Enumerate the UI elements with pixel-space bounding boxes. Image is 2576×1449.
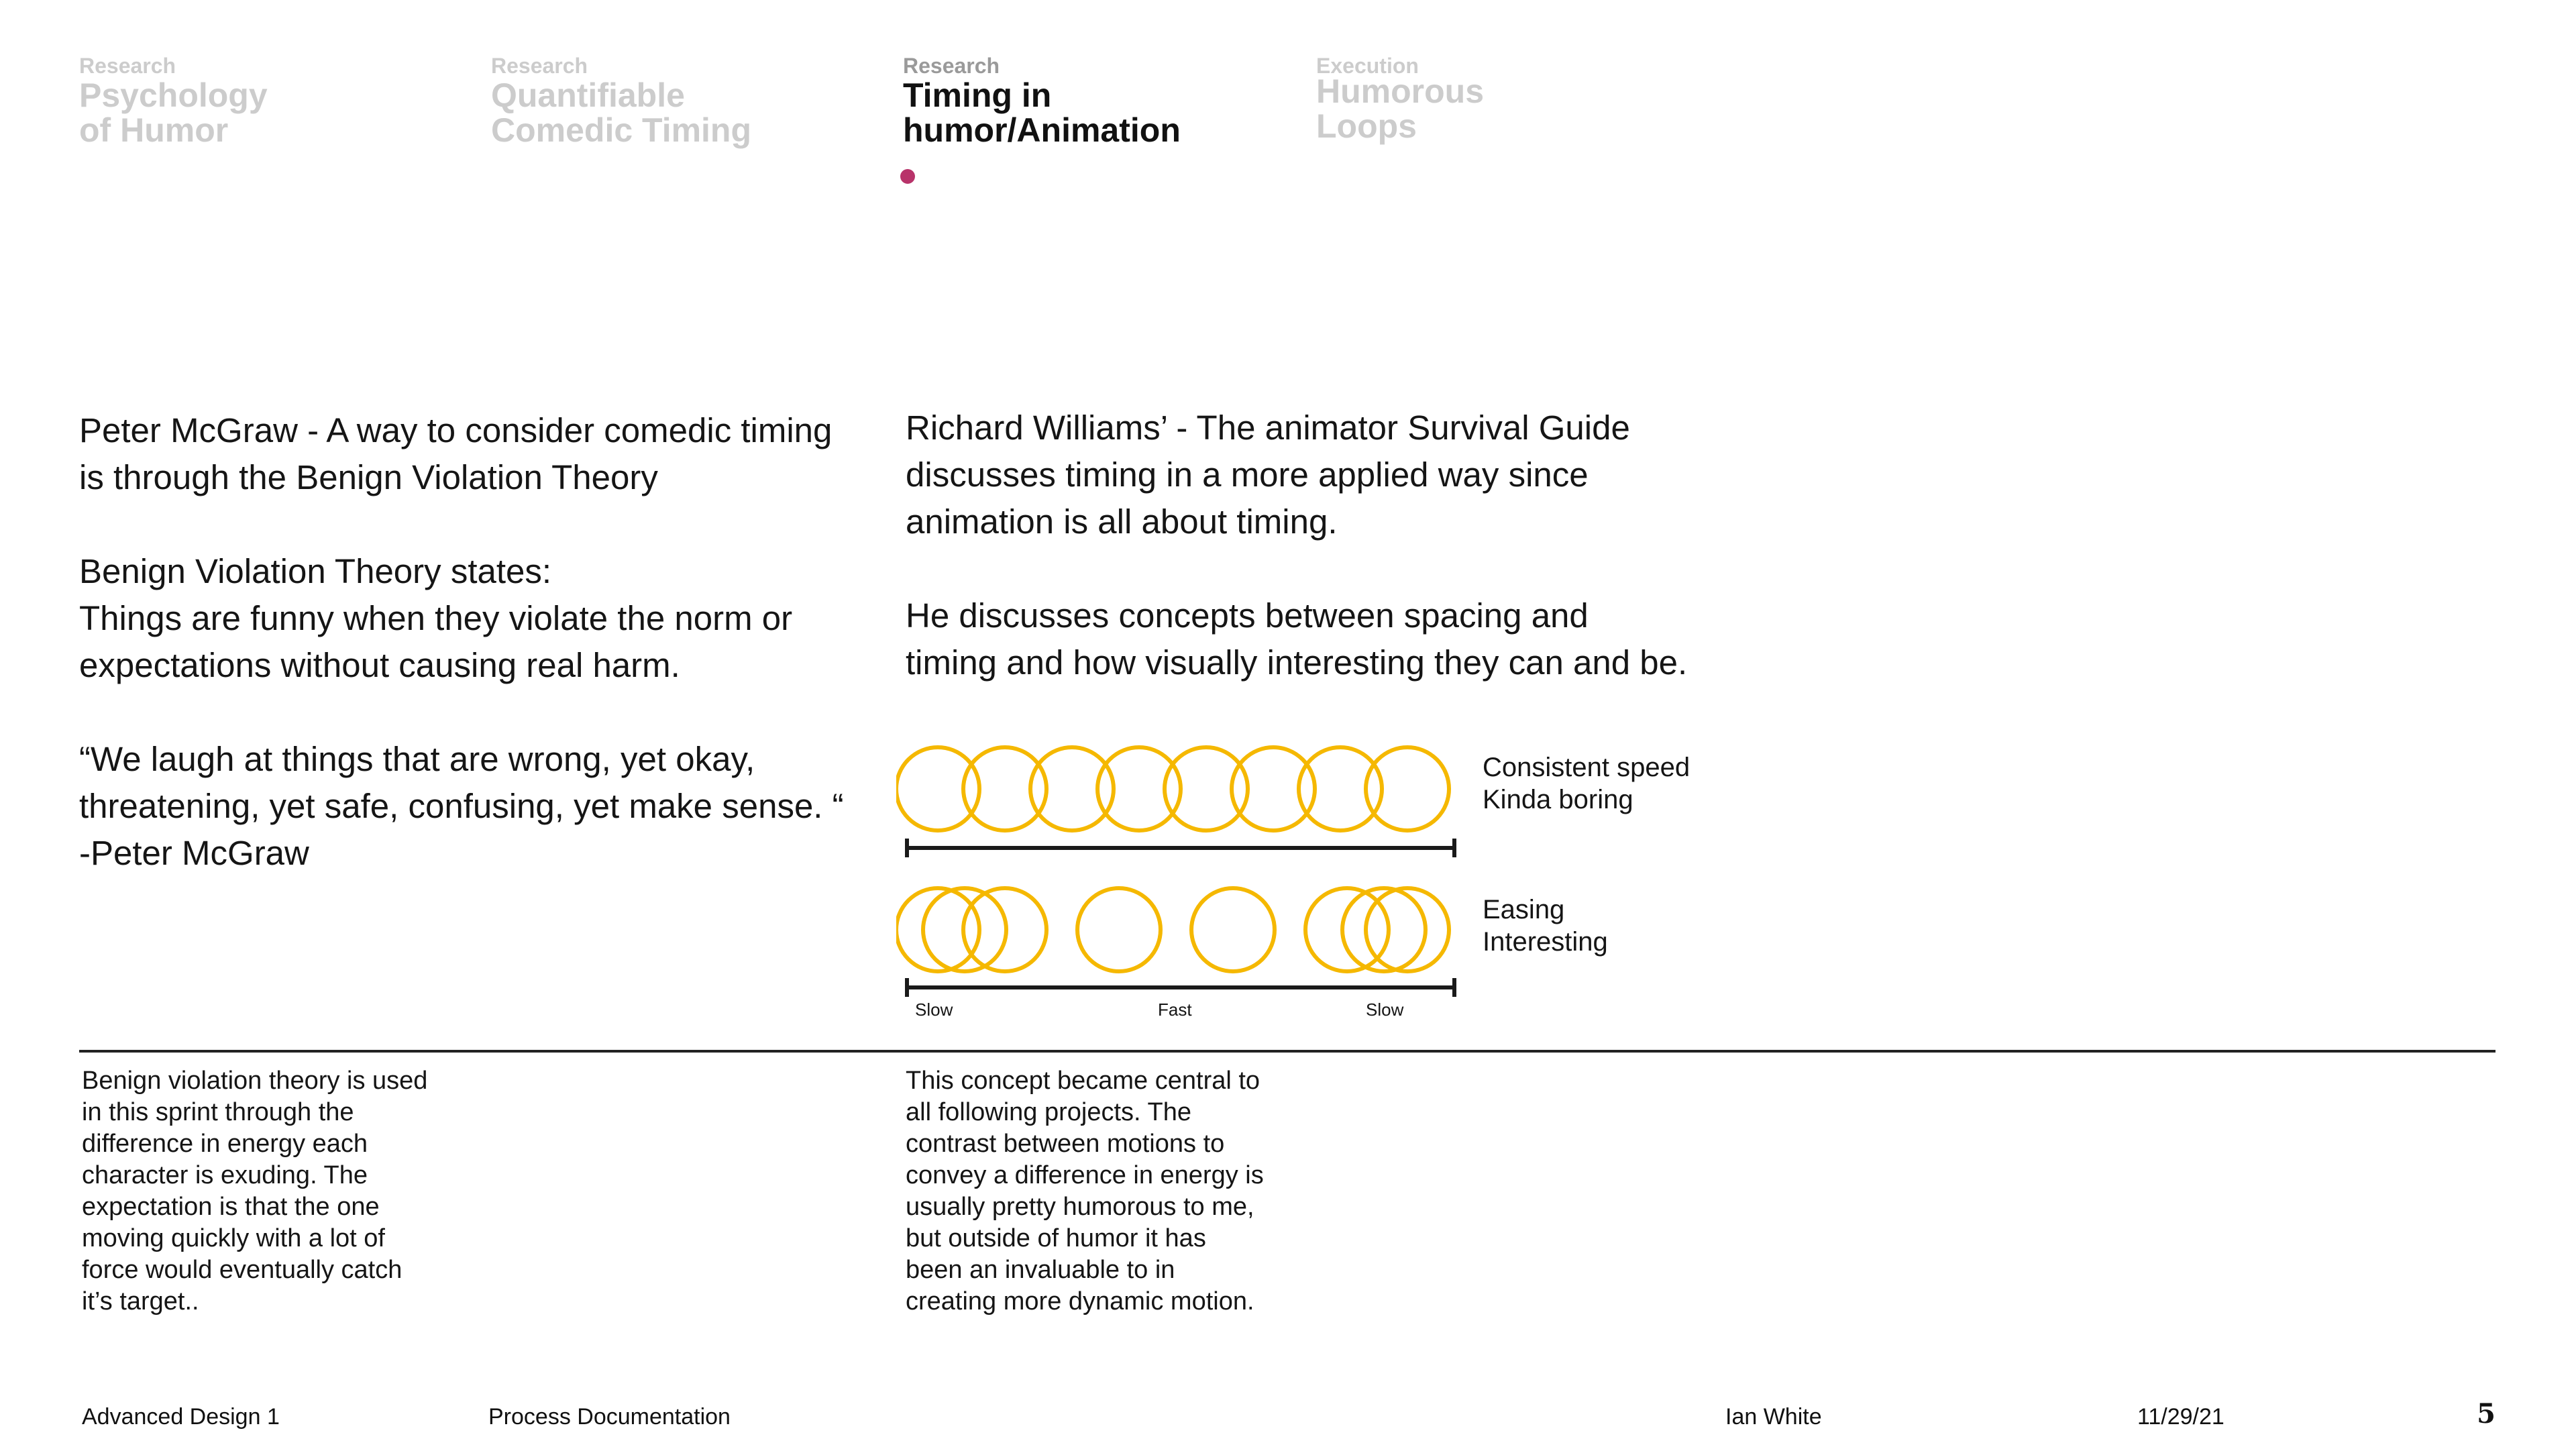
motion-frame-circle bbox=[1342, 888, 1426, 971]
quote-line: “We laugh at things that are wrong, yet okay, bbox=[79, 740, 755, 778]
right-column-text bbox=[906, 405, 1778, 686]
motion-frame-circle bbox=[1366, 888, 1449, 971]
nav-title: Quantifiable Comedic Timing bbox=[491, 76, 752, 149]
axis-label-fast: Fast bbox=[1158, 1000, 1192, 1020]
motion-frame-circle bbox=[1097, 747, 1181, 830]
nav-category: Research bbox=[491, 54, 588, 78]
nav-title: Psychology of Humor bbox=[79, 76, 268, 149]
easing-label bbox=[1483, 894, 1608, 958]
motion-frame-circle bbox=[896, 747, 979, 830]
axis-label-slow-start: Slow bbox=[915, 1000, 953, 1020]
nav-title: Timing in humor/Animation bbox=[903, 76, 1181, 149]
nav-category: Execution bbox=[1316, 54, 1419, 78]
footer-course: Advanced Design 1 bbox=[82, 1404, 280, 1430]
motion-frame-circle bbox=[1077, 888, 1161, 971]
concept-line: He discusses concepts between spacing and bbox=[906, 596, 1589, 635]
intro-line: Peter McGraw - A way to consider comedic timing bbox=[79, 411, 833, 449]
theory-heading: Benign Violation Theory states: bbox=[79, 552, 552, 590]
right-note: This concept became central to all following projects. The contrast between motions to convey a difference in energy is usually pretty humorous to me, but outside of humor it has been an invaluable to in creating more dynamic motion. bbox=[906, 1067, 1264, 1316]
page-number: 5 bbox=[2477, 1398, 2496, 1430]
quote-line: threatening, yet safe, confusing, yet make sense. “ bbox=[79, 787, 844, 825]
nav-category: Research bbox=[903, 54, 1000, 78]
nav-item-timing-in-humor-animation[interactable] bbox=[903, 54, 1181, 148]
intro-line: animation is all about timing. bbox=[906, 502, 1338, 541]
consistent-speed-label bbox=[1483, 751, 1690, 816]
consistent-speed-row bbox=[896, 747, 1449, 830]
spacing-timing-diagram bbox=[896, 735, 1513, 1030]
theory-line: Things are funny when they violate the norm or bbox=[79, 599, 793, 637]
intro-line: is through the Benign Violation Theory bbox=[79, 458, 658, 496]
axis-label-slow-end: Slow bbox=[1366, 1000, 1404, 1020]
motion-frame-circle bbox=[1366, 747, 1449, 830]
active-section-indicator bbox=[900, 169, 915, 184]
nav-title: Humorous Loops bbox=[1316, 72, 1484, 145]
section-divider bbox=[79, 1050, 2496, 1053]
footer-doc-type: Process Documentation bbox=[488, 1404, 731, 1430]
theory-line: expectations without causing real harm. bbox=[79, 646, 680, 684]
left-note: Benign violation theory is used in this sprint through the difference in energy each character is exuding. The expectation is that the one moving quickly with a lot of force would eventually catch it’s target.. bbox=[82, 1067, 428, 1316]
left-column-text bbox=[79, 407, 911, 877]
nav-item-humorous-loops[interactable] bbox=[1316, 54, 1484, 144]
label-line: Interesting bbox=[1483, 927, 1608, 957]
nav-category: Research bbox=[79, 54, 176, 78]
motion-frame-circle bbox=[1165, 747, 1248, 830]
easing-row bbox=[896, 888, 1449, 971]
motion-frame-circle bbox=[963, 747, 1046, 830]
motion-frame-circle bbox=[1232, 747, 1315, 830]
quote-attribution: -Peter McGraw bbox=[79, 834, 309, 872]
nav-item-quantifiable-comedic-timing[interactable] bbox=[491, 54, 751, 148]
label-line: Easing bbox=[1483, 895, 1565, 924]
intro-line: discusses timing in a more applied way since bbox=[906, 455, 1589, 494]
nav-item-psychology-of-humor[interactable] bbox=[79, 54, 268, 148]
footer-author: Ian White bbox=[1725, 1404, 1822, 1430]
intro-line: Richard Williams’ - The animator Survival Guide bbox=[906, 409, 1630, 447]
motion-frame-circle bbox=[1030, 747, 1114, 830]
concept-line: timing and how visually interesting they can and be. bbox=[906, 643, 1688, 682]
footer-date: 11/29/21 bbox=[2137, 1404, 2224, 1430]
label-line: Consistent speed bbox=[1483, 753, 1690, 782]
label-line: Kinda boring bbox=[1483, 785, 1633, 814]
motion-frame-circle bbox=[1191, 888, 1275, 971]
motion-frame-circle bbox=[1299, 747, 1382, 830]
